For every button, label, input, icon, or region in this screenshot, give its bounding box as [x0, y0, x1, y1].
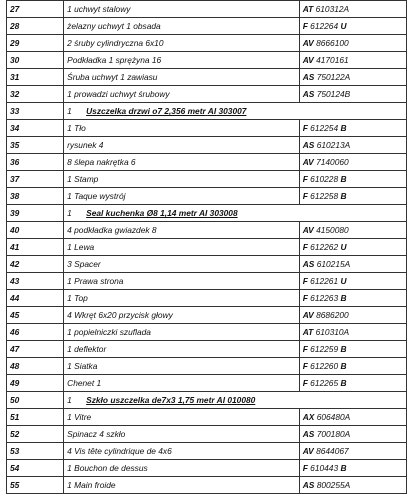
- row-number: 42: [7, 256, 64, 273]
- row-number: 34: [7, 120, 64, 137]
- part-description: 1 popielniczki szuflada: [64, 324, 300, 341]
- part-code: [299, 52, 406, 69]
- part-code-prefix: F: [302, 361, 308, 371]
- part-code-number: 612262: [310, 242, 339, 252]
- part-code: [299, 324, 406, 341]
- part-code: [299, 239, 406, 256]
- part-code-prefix: AS: [302, 429, 315, 439]
- part-description: 1 Tło: [64, 120, 300, 137]
- part-description: 1 prowadzi uchwyt śrubowy: [64, 86, 300, 103]
- row-number: 37: [7, 171, 64, 188]
- row-number: 39: [7, 205, 64, 222]
- part-code: [299, 154, 406, 171]
- part-code-number: 612265: [310, 378, 339, 388]
- seal-label: [86, 208, 237, 218]
- table-row: [7, 375, 407, 392]
- part-code-number: 700180A: [316, 429, 351, 439]
- part-code-prefix: F: [302, 123, 308, 133]
- seal-quantity: 1: [67, 208, 72, 218]
- table-row: [7, 443, 407, 460]
- row-number: 29: [7, 35, 64, 52]
- table-row: [7, 477, 407, 494]
- part-code-prefix: AS: [302, 89, 315, 99]
- row-number: 55: [7, 477, 64, 494]
- part-code-number: 612263: [310, 293, 339, 303]
- part-code-number: 800255A: [316, 480, 351, 490]
- row-number: 50: [7, 392, 64, 409]
- part-code-number: 4150080: [316, 225, 349, 235]
- row-number: 52: [7, 426, 64, 443]
- part-code: [299, 375, 406, 392]
- row-number: 27: [7, 1, 64, 18]
- part-code-suffix: U: [340, 21, 347, 31]
- row-number: 48: [7, 358, 64, 375]
- part-code-number: 750124B: [316, 89, 351, 99]
- row-number: 31: [7, 69, 64, 86]
- part-code: [299, 256, 406, 273]
- table-row: [7, 239, 407, 256]
- table-row: [7, 341, 407, 358]
- table-row: [7, 103, 407, 120]
- part-code-prefix: AV: [302, 310, 314, 320]
- part-code: [299, 18, 406, 35]
- part-code: [299, 86, 406, 103]
- part-description: 2 śruby cylindryczna 6x10: [64, 35, 300, 52]
- part-code: [299, 307, 406, 324]
- part-description: 1 Siatka: [64, 358, 300, 375]
- part-code: [299, 290, 406, 307]
- part-code-suffix: B: [340, 378, 347, 388]
- part-code-prefix: AV: [302, 38, 314, 48]
- part-code-suffix: U: [340, 276, 347, 286]
- part-code-number: 8686200: [316, 310, 349, 320]
- table-row: [7, 1, 407, 18]
- part-code-prefix: AV: [302, 446, 314, 456]
- part-code-prefix: F: [302, 463, 308, 473]
- table-row: [7, 52, 407, 69]
- row-number: 40: [7, 222, 64, 239]
- table-row: [7, 222, 407, 239]
- part-code-prefix: F: [302, 242, 308, 252]
- part-code-number: 612259: [310, 344, 339, 354]
- part-description: 1 Lewa: [64, 239, 300, 256]
- part-description: Podkładka 1 sprężyna 16: [64, 52, 300, 69]
- part-code-suffix: U: [340, 242, 347, 252]
- part-code-prefix: AS: [302, 259, 315, 269]
- seal-label: [86, 395, 255, 405]
- part-code: [299, 443, 406, 460]
- table-row: [7, 188, 407, 205]
- table-row: [7, 171, 407, 188]
- row-number: 51: [7, 409, 64, 426]
- part-code-number: 606480A: [316, 412, 351, 422]
- part-description: 1 Prawa strona: [64, 273, 300, 290]
- table-row: [7, 86, 407, 103]
- part-code-prefix: AV: [302, 157, 314, 167]
- part-code-number: 612264: [310, 21, 339, 31]
- row-number: 33: [7, 103, 64, 120]
- seal-code-prefix: AI: [207, 106, 217, 116]
- part-code: [299, 477, 406, 494]
- part-code-prefix: F: [302, 21, 308, 31]
- part-code: [299, 222, 406, 239]
- part-code-number: 750122A: [316, 72, 351, 82]
- row-number: 43: [7, 273, 64, 290]
- table-row: [7, 392, 407, 409]
- table-row: [7, 460, 407, 477]
- parts-table-body: [7, 1, 407, 494]
- row-number: 41: [7, 239, 64, 256]
- table-row: [7, 69, 407, 86]
- row-number: 47: [7, 341, 64, 358]
- part-description: 4 Vis tête cylindrique de 4x6: [64, 443, 300, 460]
- seal-description-cell: [64, 392, 407, 409]
- part-code-prefix: F: [302, 344, 308, 354]
- row-number: 53: [7, 443, 64, 460]
- table-row: [7, 18, 407, 35]
- part-code-suffix: B: [340, 174, 347, 184]
- part-code-suffix: B: [340, 191, 347, 201]
- part-code: [299, 69, 406, 86]
- seal-code-prefix: AI: [198, 208, 208, 218]
- row-number: 28: [7, 18, 64, 35]
- part-code-prefix: AT: [302, 327, 314, 337]
- part-code-number: 7140060: [316, 157, 349, 167]
- seal-description: Szkło uszczelka de7x3 1,75 metr: [86, 395, 215, 405]
- seal-code-prefix: AI: [216, 395, 226, 405]
- part-code: [299, 120, 406, 137]
- part-code: [299, 358, 406, 375]
- row-number: 36: [7, 154, 64, 171]
- part-code: [299, 426, 406, 443]
- part-code-prefix: AS: [302, 480, 315, 490]
- table-row: [7, 290, 407, 307]
- part-code: [299, 171, 406, 188]
- part-code-prefix: AV: [302, 225, 314, 235]
- part-code-number: 612260: [310, 361, 339, 371]
- part-code-number: 8666100: [316, 38, 349, 48]
- row-number: 32: [7, 86, 64, 103]
- seal-quantity: 1: [67, 106, 72, 116]
- part-description: 8 ślepa nakrętka 6: [64, 154, 300, 171]
- part-code-number: 612254: [310, 123, 339, 133]
- part-code-suffix: B: [340, 123, 347, 133]
- part-code-prefix: AS: [302, 140, 315, 150]
- part-description: Śruba uchwyt 1 zawiasu: [64, 69, 300, 86]
- part-code: [299, 35, 406, 52]
- seal-description-cell: [64, 205, 407, 222]
- row-number: 49: [7, 375, 64, 392]
- part-description: 1 Taque wystrój: [64, 188, 300, 205]
- part-code-number: 612258: [310, 191, 339, 201]
- part-description: 4 Wkręt 6x20 przycisk głowy: [64, 307, 300, 324]
- part-code-prefix: AV: [302, 55, 314, 65]
- part-description: 1 Vitre: [64, 409, 300, 426]
- part-code: [299, 188, 406, 205]
- part-description: 4 podkładka gwiazdek 8: [64, 222, 300, 239]
- part-code: [299, 137, 406, 154]
- part-code-number: 610215A: [316, 259, 351, 269]
- part-code-prefix: F: [302, 276, 308, 286]
- part-code-suffix: B: [340, 293, 347, 303]
- table-row: [7, 409, 407, 426]
- table-row: [7, 324, 407, 341]
- part-code-prefix: F: [302, 293, 308, 303]
- part-description: Spinacz 4 szkło: [64, 426, 300, 443]
- table-row: [7, 154, 407, 171]
- seal-description: Uszczelka drzwi o7 2,356 metr: [86, 106, 206, 116]
- part-code-number: 610228: [310, 174, 339, 184]
- part-description: żelazny uchwyt 1 obsada: [64, 18, 300, 35]
- part-code-number: 610213A: [316, 140, 351, 150]
- part-description: 1 Top: [64, 290, 300, 307]
- part-description: Chenet 1: [64, 375, 300, 392]
- seal-code-number: 010080: [227, 395, 256, 405]
- part-code-suffix: B: [340, 361, 347, 371]
- part-code-number: 610310A: [315, 327, 350, 337]
- part-code-prefix: AT: [302, 4, 314, 14]
- part-description: 1 deflektor: [64, 341, 300, 358]
- table-row: [7, 137, 407, 154]
- table-row: [7, 256, 407, 273]
- part-code-number: 4170161: [316, 55, 349, 65]
- row-number: 54: [7, 460, 64, 477]
- seal-quantity: 1: [67, 395, 72, 405]
- parts-list-sheet: [6, 0, 407, 494]
- part-description: rysunek 4: [64, 137, 300, 154]
- part-code-suffix: B: [340, 463, 347, 473]
- part-description: 3 Spacer: [64, 256, 300, 273]
- row-number: 46: [7, 324, 64, 341]
- part-description: 1 uchwyt stalowy: [64, 1, 300, 18]
- seal-label: [86, 106, 246, 116]
- part-description: 1 Bouchon de dessus: [64, 460, 300, 477]
- part-code-suffix: B: [340, 344, 347, 354]
- part-code-prefix: F: [302, 191, 308, 201]
- part-code: [299, 409, 406, 426]
- part-code-prefix: F: [302, 378, 308, 388]
- table-row: [7, 120, 407, 137]
- row-number: 35: [7, 137, 64, 154]
- parts-table: [6, 0, 407, 494]
- row-number: 45: [7, 307, 64, 324]
- seal-code-number: 303008: [209, 208, 238, 218]
- row-number: 44: [7, 290, 64, 307]
- row-number: 38: [7, 188, 64, 205]
- table-row: [7, 205, 407, 222]
- row-number: 30: [7, 52, 64, 69]
- part-code: [299, 1, 406, 18]
- part-code-number: 610443: [310, 463, 339, 473]
- part-code-prefix: F: [302, 174, 308, 184]
- table-row: [7, 426, 407, 443]
- part-code-number: 8644067: [316, 446, 349, 456]
- part-code-prefix: AS: [302, 72, 315, 82]
- seal-description-cell: [64, 103, 407, 120]
- seal-description: Seal kuchenka Ø8 1,14 metr: [86, 208, 197, 218]
- seal-code-number: 303007: [218, 106, 247, 116]
- part-code-number: 610312A: [315, 4, 350, 14]
- part-description: 1 Stamp: [64, 171, 300, 188]
- table-row: [7, 307, 407, 324]
- part-description: 1 Main froide: [64, 477, 300, 494]
- table-row: [7, 35, 407, 52]
- part-code: [299, 341, 406, 358]
- part-code-number: 612261: [310, 276, 339, 286]
- table-row: [7, 358, 407, 375]
- part-code: [299, 460, 406, 477]
- part-code: [299, 273, 406, 290]
- table-row: [7, 273, 407, 290]
- part-code-prefix: AX: [302, 412, 315, 422]
